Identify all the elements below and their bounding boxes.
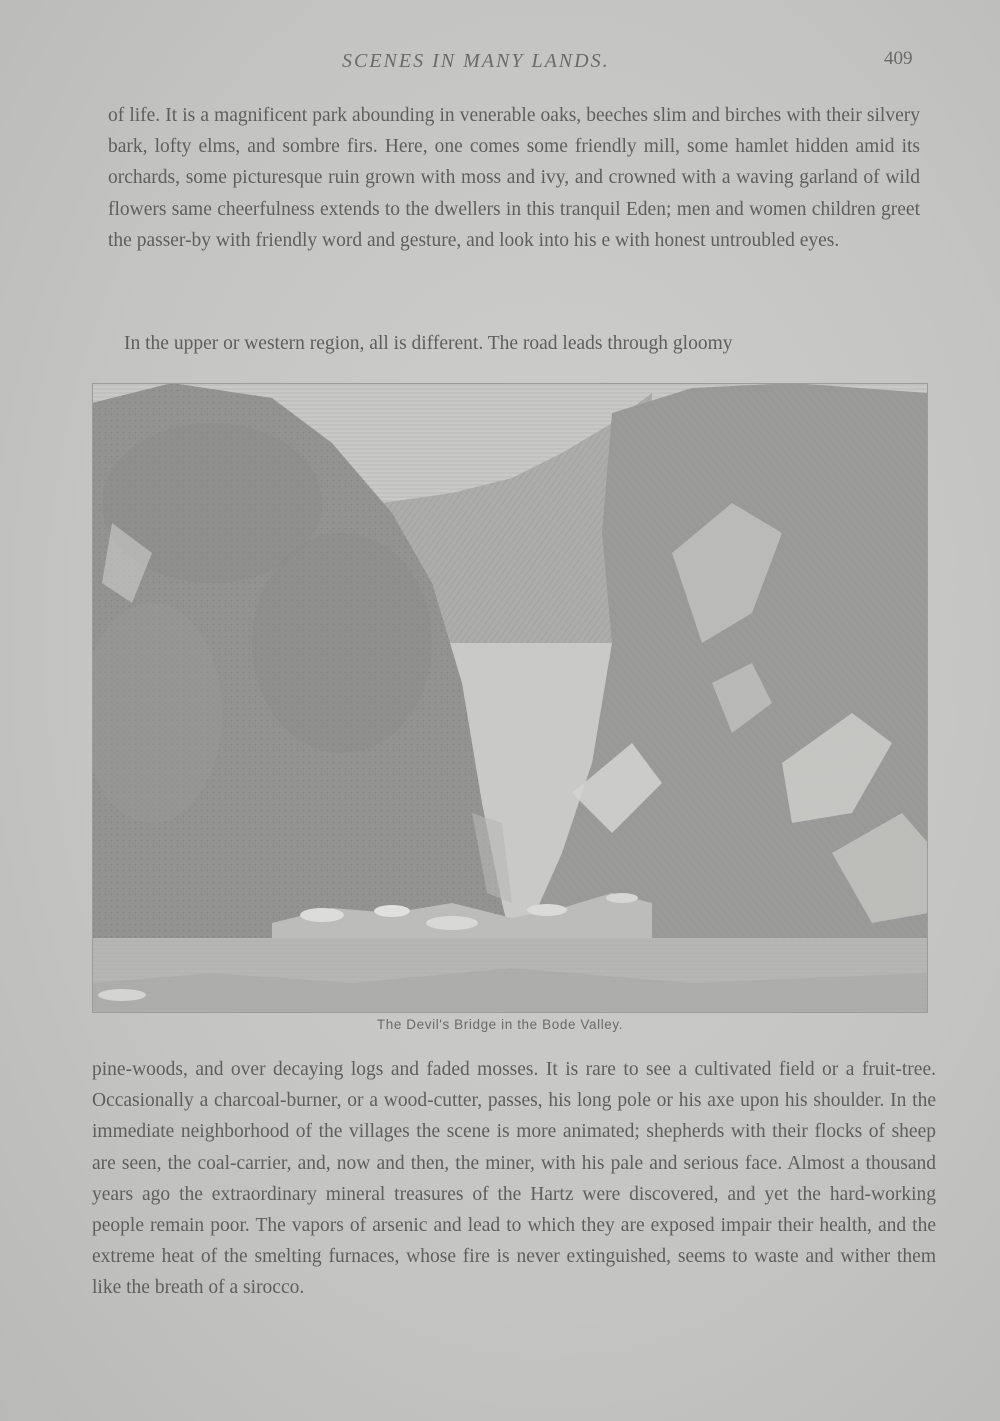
figure-caption: The Devil's Bridge in the Bode Valley. bbox=[376, 1017, 624, 1032]
engraving-devils-bridge bbox=[92, 383, 928, 1013]
engraving-image bbox=[92, 383, 928, 1013]
running-head bbox=[0, 50, 1000, 80]
paragraph-western-region: In the upper or western region, all is different. The road leads through gloomy bbox=[124, 333, 733, 354]
running-title: SCENES IN MANY LANDS. bbox=[342, 50, 610, 72]
paragraph-pine-woods: pine-woods, and over decaying logs and faded mosses. It is rare to see a cultivated field or a fruit-tree. Occasionally a charcoal-burner, or a wood-cutter, passes, his long pole or his axe upon his shoulder. In the immediate neighborhood of the villages the scene is more animated; shepherds with their flocks of sheep are seen, the coal-carrier, and, now and then, the miner, with his pale and serious face. Almost a thousand years ago the extraordinary mineral treasures of the Hartz were discovered, and yet the hard-working people remain poor. The vapors of arsenic and lead to which they are exposed impair their health, and the extreme heat of the smelting furnaces, whose fire is never extinguished, seems to waste and wither them like the breath of a sirocco. bbox=[92, 1059, 936, 1299]
paragraph-park-description: of life. It is a magnificent park abounding in venerable oaks, beeches slim and birches with their silvery bark, lofty elms, and sombre firs. Here, one comes some friendly mill, some hamlet hidden amid its orchards, some picturesque ruin grown with moss and ivy, and crowned with a waving garland of wild flowers same cheerfulness extends to the dwellers in this tranquil Eden; men and women children greet the passer-by with friendly word and gesture, and look into his e with honest untroubled eyes. bbox=[108, 105, 920, 251]
page-number: 409 bbox=[884, 48, 913, 69]
